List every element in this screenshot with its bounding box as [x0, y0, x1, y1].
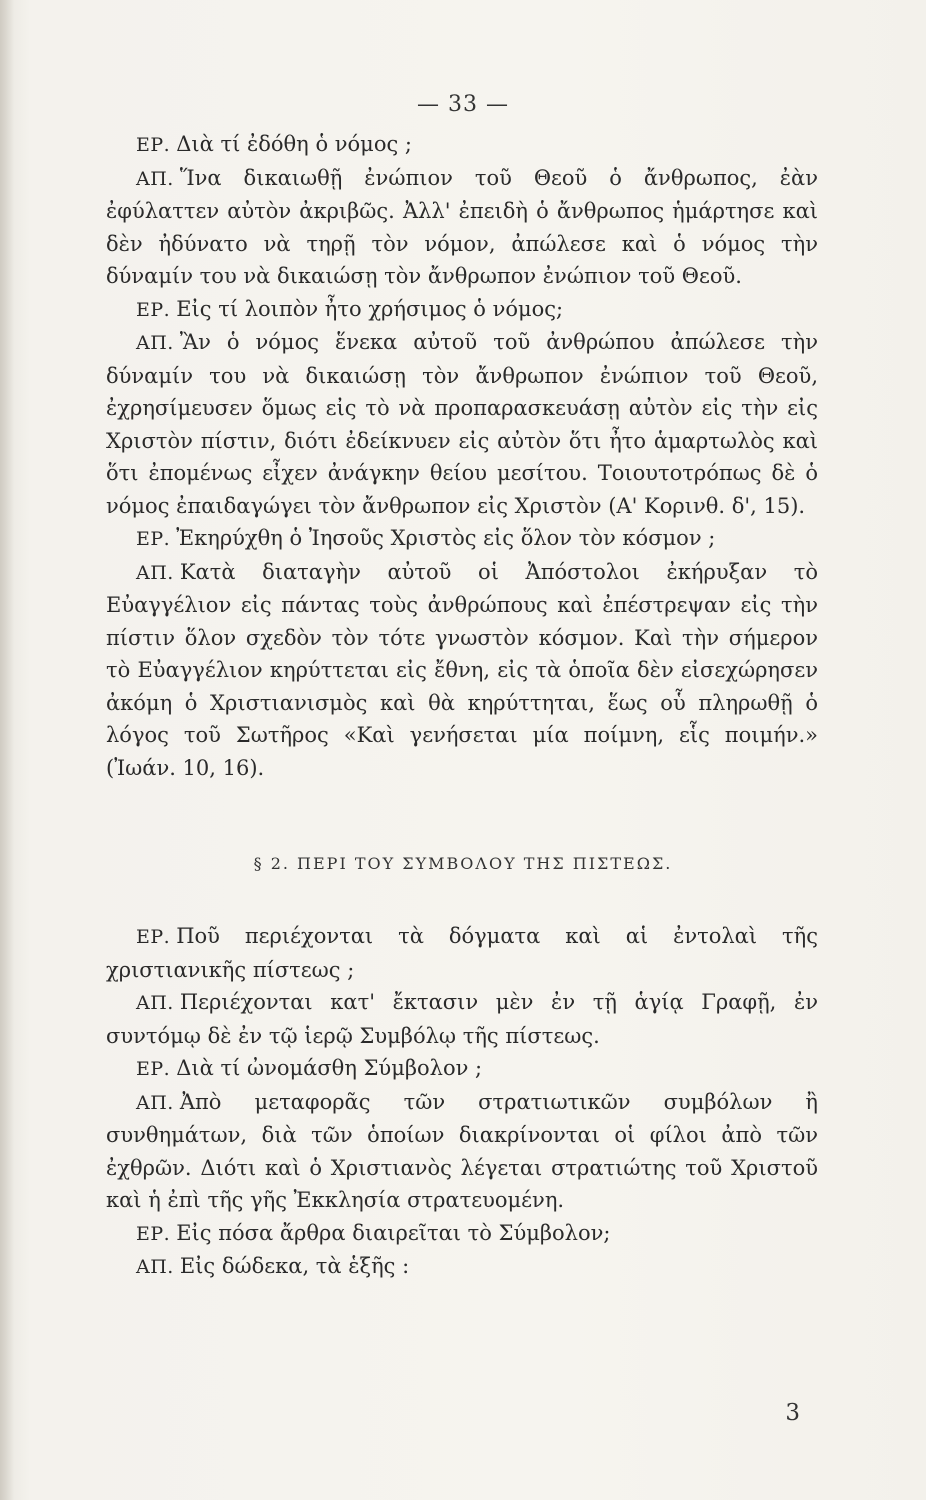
page-number: — 33 —: [417, 92, 509, 117]
paragraph-text: Ἀπὸ μεταφορᾶς τῶν στρατιωτικῶν συμβόλων ἢ συνθημάτων, διὰ τῶν ὁποίων διακρίνονται οἱ φίλοι ἀπὸ τῶν ἐχθρῶν. Διότι καὶ ὁ Χριστιανὸς λέγεται στρατιώτης τοῦ Χριστοῦ καὶ ἡ ἐπὶ τῆς γῆς Ἐκκλησία στρατευομένη.: [106, 1089, 818, 1212]
qa-paragraph: [106, 522, 818, 556]
speaker-label: ΕΡ.: [136, 298, 171, 321]
paragraph-text: Ἐκηρύχθη ὁ Ἰησοῦς Χριστὸς εἰς ὅλον τὸν κόσμον ;: [176, 526, 716, 550]
paragraph-text: Περιέχονται κατ' ἔκτασιν μὲν ἐν τῇ ἁγίᾳ Γραφῇ, ἐν συντόμῳ δὲ ἐν τῷ ἱερῷ Συμβόλῳ τῆς πίστεως.: [106, 990, 818, 1048]
paragraph-text: Διὰ τί ὠνομάσθη Σύμβολον ;: [176, 1056, 483, 1080]
qa-paragraph: [106, 1217, 818, 1251]
paragraph-text: Εἰς δώδεκα, τὰ ἑξῆς :: [179, 1254, 410, 1278]
catechism-text-part-1: [106, 128, 818, 784]
paragraph-text: Εἰς τί λοιπὸν ἦτο χρήσιμος ὁ νόμος;: [176, 296, 564, 321]
qa-paragraph: [106, 162, 818, 293]
speaker-label: ΕΡ.: [136, 1058, 171, 1080]
speaker-label: ΕΡ.: [136, 528, 171, 550]
qa-paragraph: [106, 326, 818, 522]
speaker-label: ΑΠ.: [136, 167, 174, 190]
qa-paragraph: [106, 128, 818, 162]
speaker-label: ΑΠ.: [136, 332, 174, 354]
qa-paragraph: [106, 293, 818, 327]
speaker-label: ΑΠ.: [136, 992, 174, 1014]
speaker-label: ΕΡ.: [136, 134, 171, 156]
qa-paragraph: [106, 1086, 818, 1217]
paragraph-text: Ἂν ὁ νόμος ἕνεκα αὐτοῦ τοῦ ἀνθρώπου ἀπώλεσε τὴν δύναμίν του νὰ δικαιώσῃ τὸν ἄνθρωπον ἐνώπιον τοῦ Θεοῦ, ἐχρησίμευσεν ὅμως εἰς τὸ νὰ προπαρασκευάσῃ αὐτὸν εἰς τὴν εἰς Χριστὸν πίστιν, διότι ἐδείκνυεν εἰς αὐτὸν ὅτι ἦτο ἁμαρτωλὸς καὶ ὅτι ἐπομένως εἶχεν ἀνάγκην θείου μεσίτου. Τοιουτοτρόπως δὲ ὁ νόμος ἐπαιδαγώγει τὸν ἄνθρωπον εἰς Χριστὸν (Α' Κορινθ. δ', 15).: [106, 330, 818, 518]
speaker-label: ΑΠ.: [136, 1091, 174, 1114]
speaker-label: ΕΡ.: [136, 1222, 171, 1245]
binding-edge-shadow: [0, 0, 14, 1500]
paragraph-text: Κατὰ διαταγὴν αὐτοῦ οἱ Ἀπόστολοι ἐκήρυξαν τὸ Εὐαγγέλιον εἰς πάντας τοὺς ἀνθρώπους καὶ ἐπέστρεψαν εἰς τὴν πίστιν ὅλον σχεδὸν τὸν τότε γνωστὸν κόσμον. Καὶ τὴν σήμερον τὸ Εὐαγγέλιον κηρύττεται εἰς ἔθνη, εἰς τὰ ὁποῖα δὲν εἰσεχώρησεν ἀκόμη ὁ Χριστιανισμὸς καὶ θὰ κηρύττηται, ἕως οὗ πληρωθῇ ὁ λόγος τοῦ Σωτῆρος «Καὶ γενήσεται μία ποίμνη, εἷς ποιμήν.» (Ἰωάν. 10, 16).: [106, 559, 818, 780]
speaker-label: ΕΡ.: [136, 926, 171, 948]
speaker-label: ΑΠ.: [136, 561, 174, 584]
speaker-label: ΑΠ.: [136, 1256, 174, 1278]
qa-paragraph: [106, 556, 818, 785]
signature-mark: 3: [785, 1400, 800, 1426]
section-heading: § 2. ΠΕΡΙ ΤΟΥ ΣΥΜΒΟΛΟΥ ΤΗΣ ΠΙΣΤΕΩΣ.: [253, 854, 673, 873]
qa-paragraph: [106, 1052, 818, 1086]
catechism-text-part-2: [106, 920, 818, 1284]
qa-paragraph: [106, 920, 818, 986]
qa-paragraph: [106, 1250, 818, 1284]
paragraph-text: Εἰς πόσα ἄρθρα διαιρεῖται τὸ Σύμβολον;: [176, 1220, 611, 1245]
paragraph-text: Διὰ τί ἐδόθη ὁ νόμος ;: [176, 132, 412, 156]
qa-paragraph: [106, 986, 818, 1052]
paragraph-text: Ἵνα δικαιωθῇ ἐνώπιον τοῦ Θεοῦ ὁ ἄνθρωπος, ἐὰν ἐφύλαττεν αὐτὸν ἀκριβῶς. Ἀλλ' ἐπειδὴ ὁ ἄνθρωπος ἡμάρτησε καὶ δὲν ἠδύνατο νὰ τηρῇ τὸν νόμον, ἀπώλεσε καὶ ὁ νόμος τὴν δύναμίν του νὰ δικαιώσῃ τὸν ἄνθρωπον ἐνώπιον τοῦ Θεοῦ.: [106, 165, 818, 288]
paragraph-text: Ποῦ περιέχονται τὰ δόγματα καὶ αἱ ἐντολαὶ τῆς χριστιανικῆς πίστεως ;: [106, 924, 818, 982]
